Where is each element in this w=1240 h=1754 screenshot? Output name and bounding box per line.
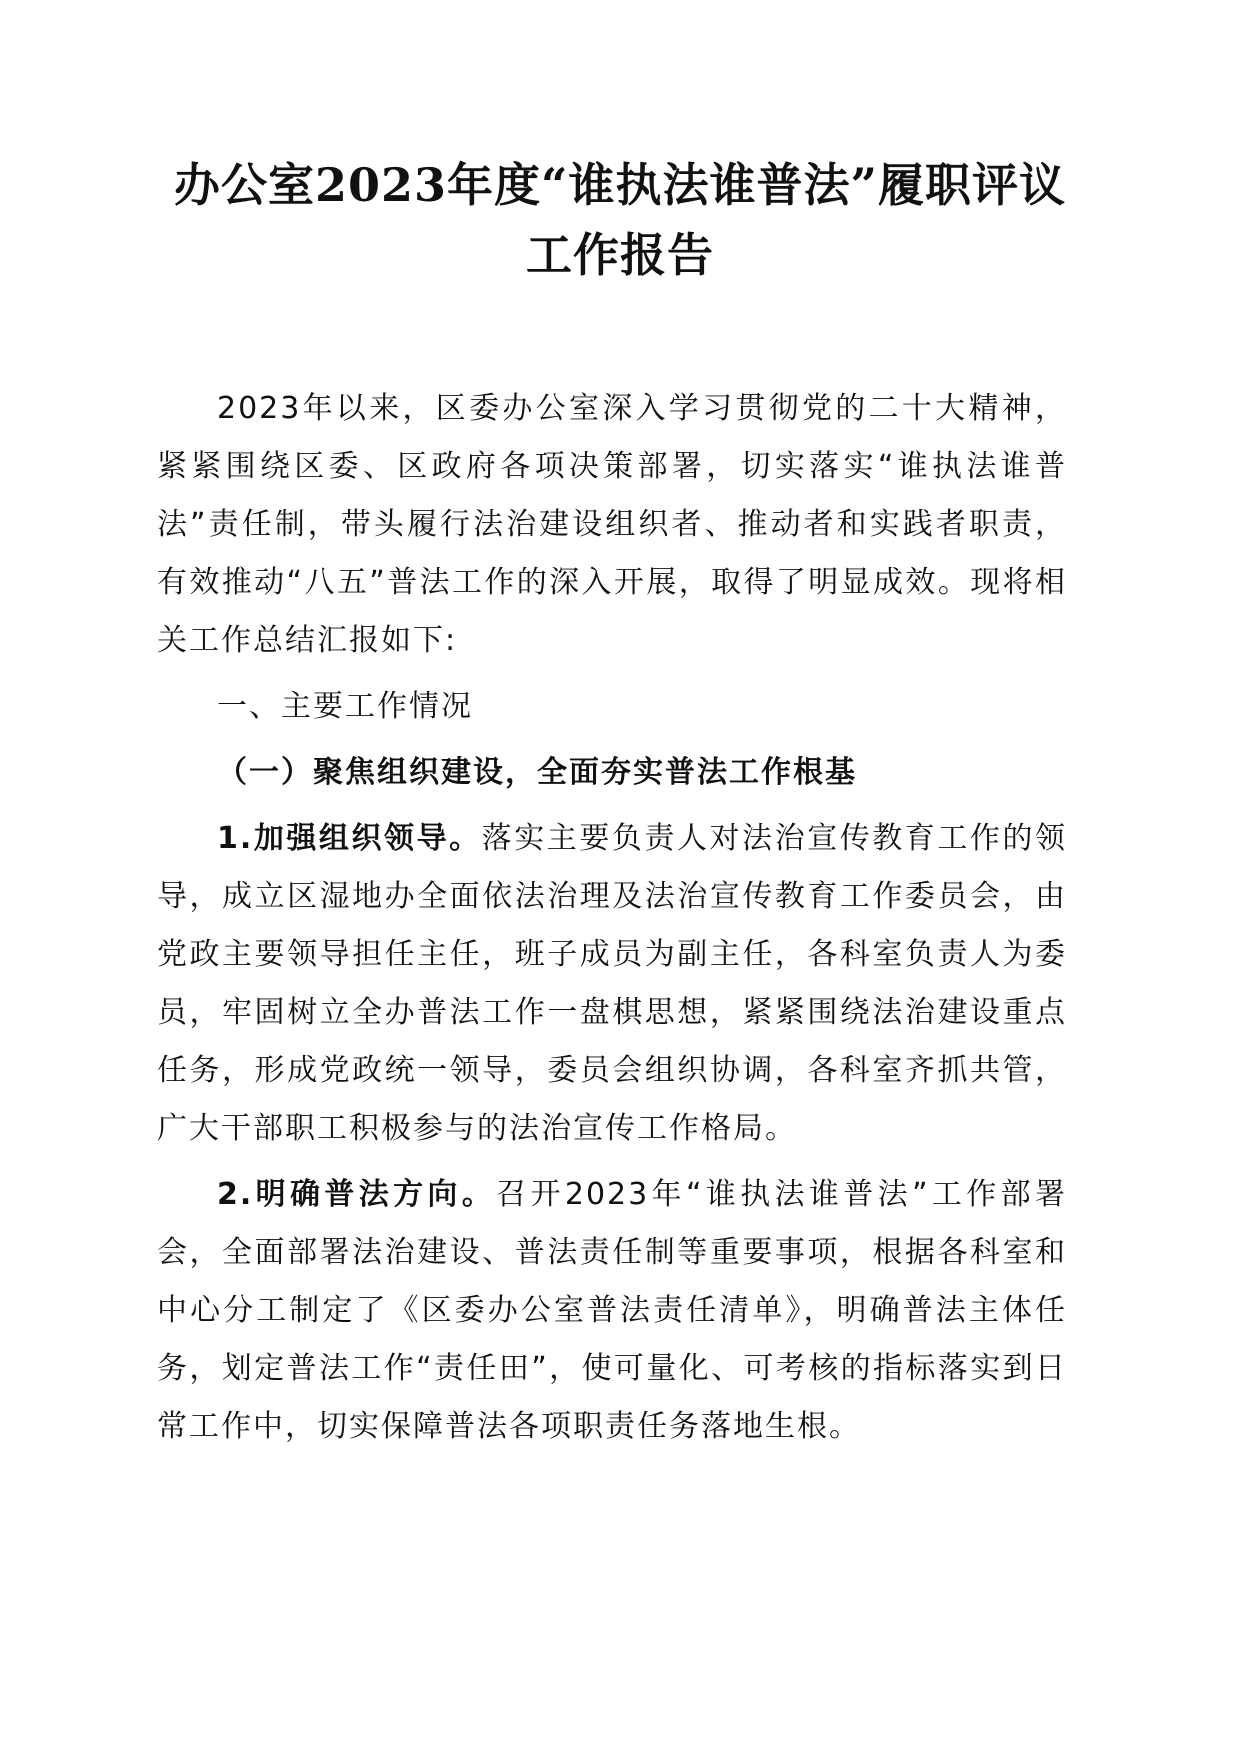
item-2-text: 召开2023年“谁执法谁普法”工作部署会，全面部署法治建设、普法责任制等重要事项，根据各科室和中心分工制定了《区委办公室普法责任清单》，明确普法主体任务，划定普法工作“责任田”，使可量化、可考核的指标落实到日常工作中，切实保障普法各项职责任务落地生根。 — [157, 1177, 1067, 1444]
item-1-lead: 1.加强组织领导。 — [217, 821, 482, 856]
item-1-text: 落实主要负责人对法治宣传教育工作的领导，成立区湿地办全面依法治理及法治宣传教育工作委员会，由党政主要领导担任主任，班子成员为副主任，各科室负责人为委员，牢固树立全办普法工作一盘棋思想，紧紧围绕法治建设重点任务，形成党政统一领导，委员会组织协调，各科室齐抓共管，广大干部职工积极参与的法治宣传工作格局。 — [157, 821, 1068, 1146]
document-body — [157, 380, 1067, 1464]
title-line-1: 办公室2023年度“谁执法谁普法”履职评议 — [174, 158, 1066, 212]
item-paragraph-2 — [157, 1166, 1067, 1456]
item-2-lead: 2.明确普法方向。 — [217, 1177, 497, 1212]
intro-paragraph: 2023年以来，区委办公室深入学习贯彻党的二十大精神，紧紧围绕区委、区政府各项决策部署，切实落实“谁执法谁普法”责任制，带头履行法治建设组织者、推动者和实践者职责，有效推动“八五”普法工作的深入开展，取得了明显成效。现将相关工作总结汇报如下: — [157, 391, 1067, 658]
title-line-2: 工作报告 — [526, 228, 714, 282]
subsection-heading-organization: （一）聚焦组织建设，全面夯实普法工作根基 — [217, 755, 857, 790]
document-title — [150, 150, 1090, 290]
item-paragraph-1 — [157, 810, 1067, 1158]
section-heading-main-work: 一、主要工作情况 — [217, 689, 473, 724]
